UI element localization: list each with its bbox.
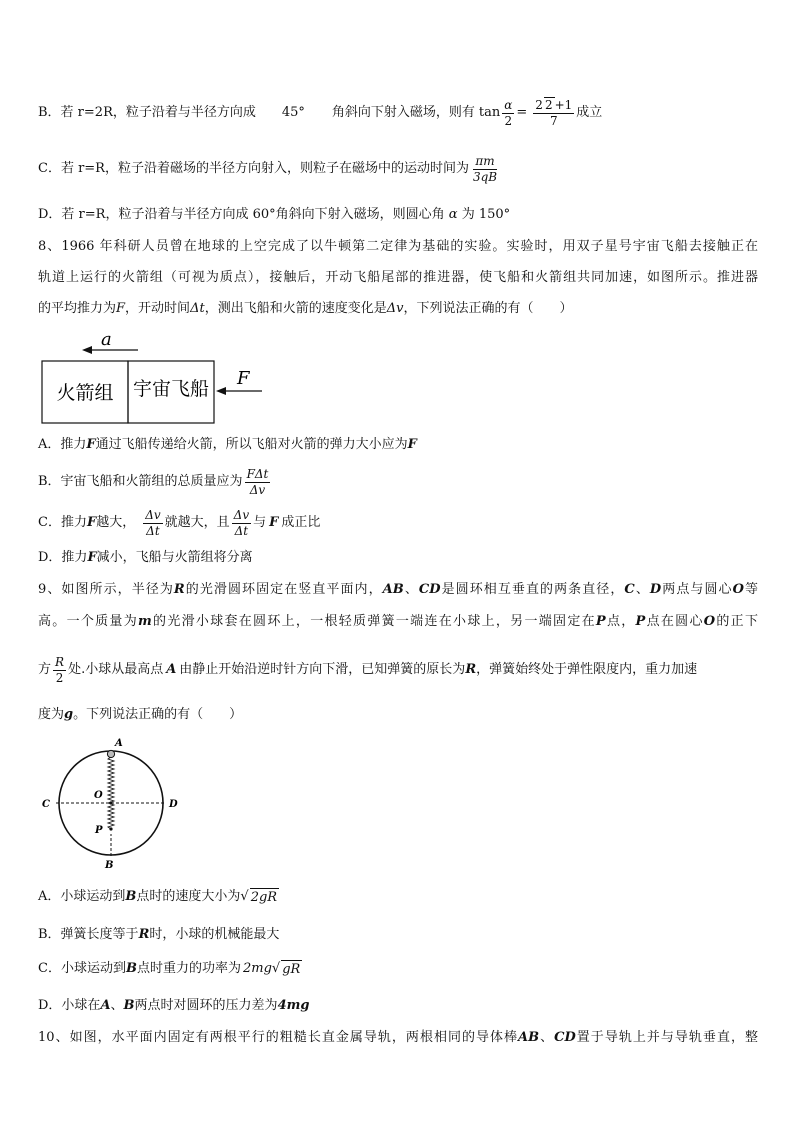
option-d-post: 为 150° (461, 207, 511, 222)
spaceship-label: 宇宙飞船 (132, 378, 210, 400)
option-c-line (38, 151, 501, 187)
q8-line-3: 的平均推力为F，开动时间Δt，测出飞船和火箭的速度变化是Δv，下列说法正确的有（ ） (38, 301, 573, 316)
svg-text:C: C (42, 799, 50, 810)
q9-line-3: 方 $\frac{R}{2}$ 处.小球从最高点 A 由静止开始沿逆时针方向下滑，已知弹簧的原长为 R ，弹簧始终处于弹性限度内，重力加速 (38, 654, 698, 685)
q9-option-a: A．小球运动到 B 点时的速度大小为 √ 2gR (38, 889, 278, 905)
rocket-ship-diagram (38, 328, 278, 428)
q8-line-2: 轨道上运行的火箭组（可视为质点），接触后，开动飞船尾部的推进器，使飞船和火箭组共同加速，如图所示。推进器 (38, 270, 758, 285)
ring-spring-diagram (36, 732, 186, 872)
q10-line-1: 10、如图，水平面内固定有两根平行的粗糙长直金属导轨，两根相同的导体棒AB、CD置于导轨上并与导轨垂直，整 (38, 1030, 758, 1045)
q8-line-1: 8、1966 年科研人员曾在地球的上空完成了以牛顿第二定律为基础的实验。实验时，用双子星号宇宙飞船去接触正在 (38, 239, 758, 254)
force-label: F (237, 368, 250, 389)
alpha-symbol: α (448, 207, 458, 222)
q8-option-b: B．宇宙飞船和火箭组的总质量应为 $\frac{\text{FΔt}}{\Delta v}$ (38, 466, 269, 497)
q8-option-d: D．推力F减小，飞船与火箭组将分离 (38, 550, 253, 565)
option-b-post: 成立 (576, 105, 603, 120)
option-b-mid: 角斜向下射入磁场，则有 (331, 105, 475, 120)
option-b-angle: 45° (281, 105, 305, 120)
svg-text:A: A (115, 738, 123, 749)
svg-text:P: P (95, 825, 103, 836)
rocket-group-label: 火箭组 (56, 382, 114, 404)
option-b-line (38, 95, 602, 131)
option-b-text: B．若 r=2R，粒子沿着与半径方向成 (38, 105, 256, 120)
acceleration-label: a (101, 329, 112, 350)
q9-line-2: 高。一个质量为m的光滑小球套在圆环上，一根轻质弹簧一端连在小球上，另一端固定在P点，P点在圆心O的正下 (38, 614, 758, 629)
alpha-over-two: $\frac{\alpha}{2}$ (504, 97, 513, 128)
spring (108, 757, 114, 829)
ball (107, 750, 114, 757)
mass-fraction: $\frac{\text{FΔt}}{\Delta v}$ (246, 466, 269, 497)
option-d-line (38, 206, 510, 224)
svg-text:D: D (169, 799, 178, 810)
svg-text:B: B (105, 860, 114, 871)
half-radius-fraction: $\frac{R}{2}$ (55, 654, 65, 685)
option-c-text: C．若 r=R，粒子沿着磁场的半径方向射入，则粒子在磁场中的运动时间为 (38, 161, 469, 176)
accel-fraction-1: $\frac{\Delta v}{\Delta t}$ (145, 507, 161, 538)
option-d-text: D．若 r=R，粒子沿着与半径方向成 60°角斜向下射入磁场，则圆心角 (38, 207, 445, 222)
equals-sign: = (516, 105, 528, 120)
q9-option-b: B．弹簧长度等于R时，小球的机械能最大 (38, 927, 280, 942)
q9-option-d: D．小球在A、B两点时对圆环的压力差为4mg (38, 998, 310, 1013)
q9-line-4: 度为g。下列说法正确的有（ ） (38, 707, 243, 722)
time-fraction: $\frac{\pi m}{3qB}$ (472, 153, 498, 184)
q9-option-c: C．小球运动到 B 点时重力的功率为 2mg √ gR (38, 961, 301, 977)
svg-text:O: O (94, 790, 103, 801)
q8-option-c: C．推力 F 越大， $\frac{\Delta v}{\Delta t}$ 就越大，且 $\frac{\Delta v}{\Delta t}$ 与 F 成正比 (38, 507, 321, 538)
accel-fraction-2: $\frac{\Delta v}{\Delta t}$ (233, 507, 250, 538)
q8-option-a: A．推力F通过飞船传递给火箭，所以飞船对火箭的弹力大小应为F (38, 437, 417, 452)
q9-line-1: 9、如图所示，半径为R的光滑圆环固定在竖直平面内，AB、CD是圆环相互垂直的两条直径，C、D两点与圆心O等 (38, 582, 758, 597)
tan-value-fraction: $\frac{2 2 +1}{7}$ (535, 98, 573, 128)
tan-label: tan (478, 105, 501, 120)
